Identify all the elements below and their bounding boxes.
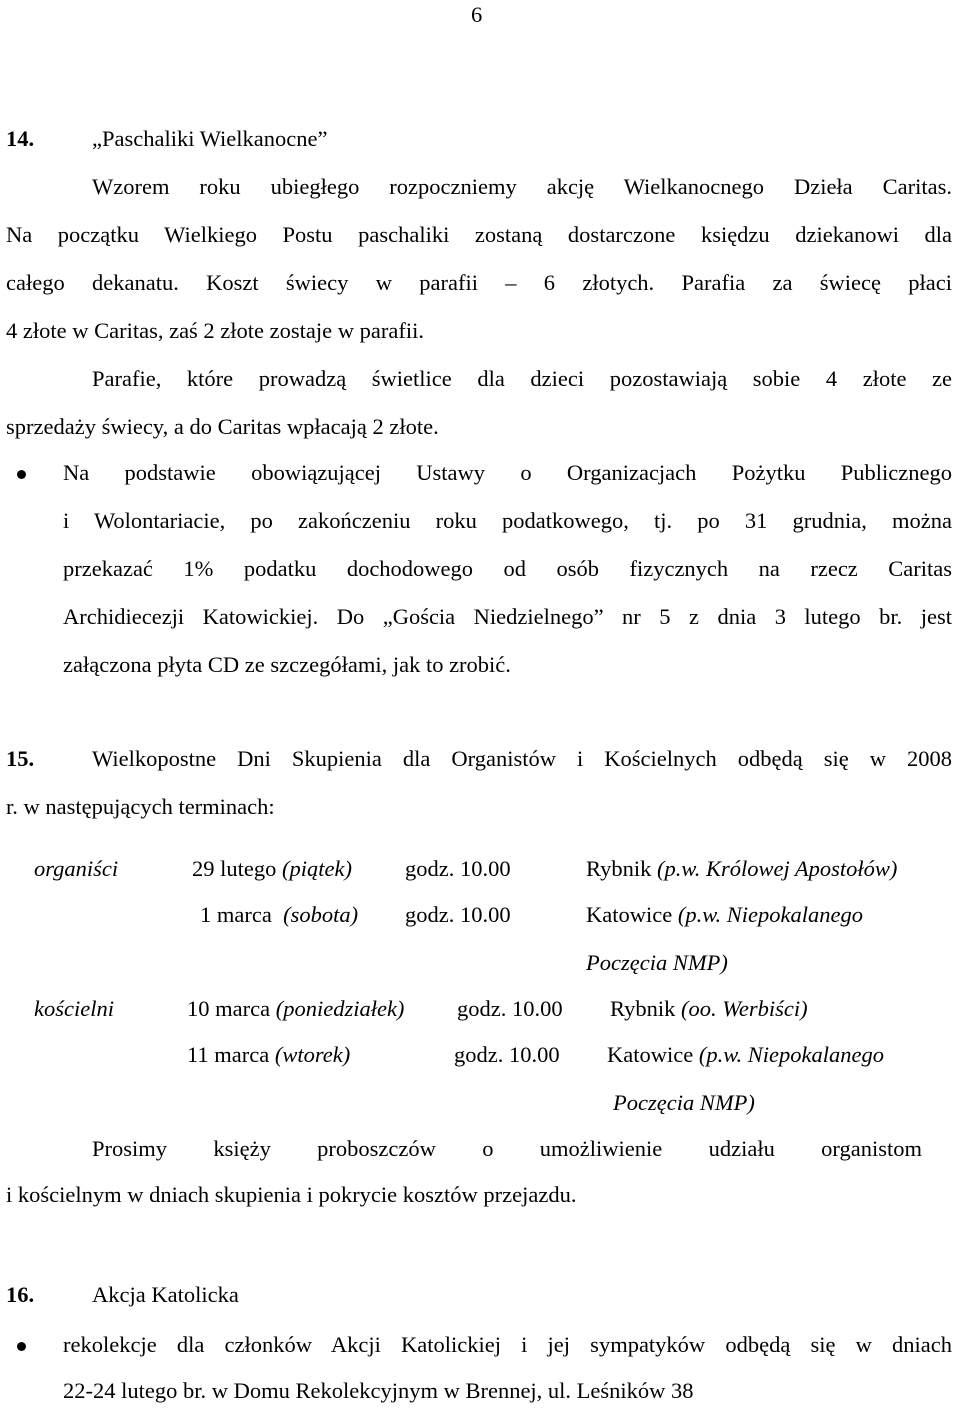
section-14-bullet-line2: i Wolontariacie, po zakończeniu roku podatkowego, tj. po 31 grudnia, można [63,508,952,533]
schedule-koscielni-place-2-cont: Poczęcia NMP) [613,1090,755,1115]
bullet-marker [17,1342,26,1351]
schedule-koscielni-time-1: godz. 10.00 [457,996,563,1021]
section-15-intro-line2: r. w następujących terminach: [6,794,275,819]
section-15-number: 15. [6,746,35,771]
section-14-para1-line3: całego dekanatu. Koszt świecy w parafii – 6 złotych. Parafia za świecę płaci [6,270,952,295]
section-14-bullet-line5: załączona płyta CD ze szczegółami, jak to zrobić. [63,652,511,677]
section-16-bullet-line2: 22-24 lutego br. w Domu Rekolekcyjnym w Brennej, ul. Leśników 38 [63,1378,694,1403]
section-14-para1-line1: Wzorem roku ubiegłego rozpoczniemy akcję Wielkanocnego Dzieła Caritas. [92,174,952,199]
section-15-request-line1: Prosimy księży proboszczów o umożliwienie udziału organistom [92,1136,922,1161]
section-15-request-line2: i kościelnym w dniach skupienia i pokrycie kosztów przejazdu. [6,1182,577,1207]
section-16-title: Akcja Katolicka [92,1282,239,1307]
section-14-para2-line2: sprzedaży świecy, a do Caritas wpłacają 2 złote. [6,414,439,439]
section-16-bullet-line1: rekolekcje dla członków Akcji Katolickiej i jej sympatyków odbędą się w dniach [63,1332,952,1357]
section-14-number: 14. [6,126,35,151]
schedule-label-organisci: organiści [34,856,119,881]
schedule-organisci-date-1: 29 lutego (piątek) [192,856,352,881]
section-14-para1-line2: Na początku Wielkiego Postu paschaliki zostaną dostarczone księdzu dziekanowi dla [6,222,952,247]
schedule-label-koscielni: kościelni [34,996,114,1021]
schedule-organisci-time-1: godz. 10.00 [405,856,511,881]
schedule-koscielni-time-2: godz. 10.00 [454,1042,560,1067]
schedule-koscielni-date-2: 11 marca (wtorek) [187,1042,351,1067]
schedule-koscielni-date-1: 10 marca (poniedziałek) [187,996,405,1021]
section-14-para1-line4: 4 złote w Caritas, zaś 2 złote zostaje w parafii. [6,318,424,343]
section-14-bullet-line1: Na podstawie obowiązującej Ustawy o Organizacjach Pożytku Publicznego [63,460,952,485]
section-14-bullet-line3: przekazać 1% podatku dochodowego od osób fizycznych na rzecz Caritas [63,556,952,581]
schedule-koscielni-place-2: Katowice (p.w. Niepokalanego [607,1042,885,1067]
section-15-intro-line1: Wielkopostne Dni Skupienia dla Organistów i Kościelnych odbędą się w 2008 [92,746,952,771]
schedule-organisci-time-2: godz. 10.00 [405,902,511,927]
section-14-title: „Paschaliki Wielkanocne” [92,126,328,151]
section-16-number: 16. [6,1282,35,1307]
schedule-organisci-place-2: Katowice (p.w. Niepokalanego [586,902,864,927]
schedule-organisci-place-1: Rybnik (p.w. Królowej Apostołów) [586,856,898,881]
bullet-marker [17,470,26,479]
schedule-koscielni-place-1: Rybnik (oo. Werbiści) [610,996,808,1021]
section-14-para2-line1: Parafie, które prowadzą świetlice dla dzieci pozostawiają sobie 4 złote ze [92,366,952,391]
section-14-bullet-line4: Archidiecezji Katowickiej. Do „Gościa Niedzielnego” nr 5 z dnia 3 lutego br. jest [63,604,952,629]
schedule-organisci-date-2: 1 marca (sobota) [200,902,359,927]
schedule-organisci-place-2-cont: Poczęcia NMP) [586,950,728,975]
page-number: 6 [471,2,483,27]
